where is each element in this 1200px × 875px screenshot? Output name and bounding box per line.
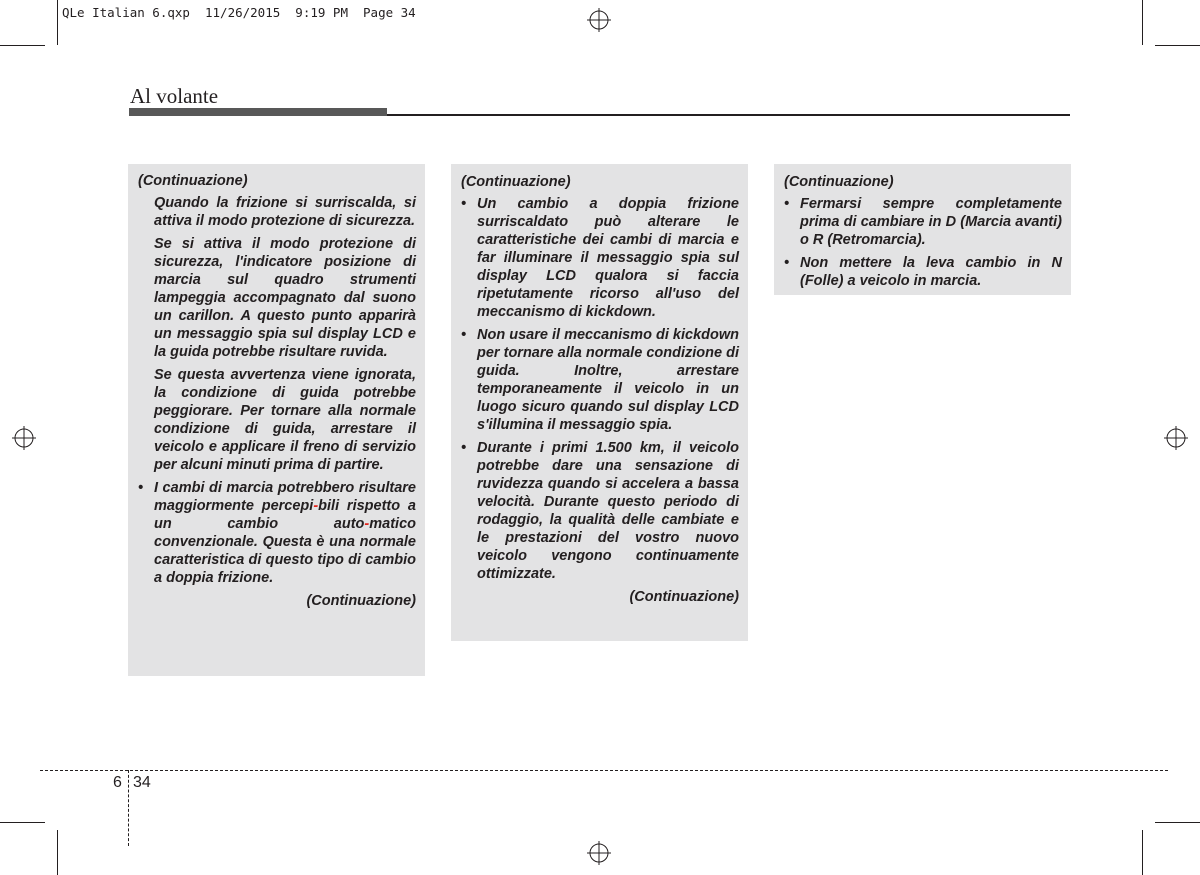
registration-mark-icon xyxy=(587,8,611,32)
section-title: Al volante xyxy=(130,84,219,108)
continuation-label: (Continuazione) xyxy=(306,593,416,609)
crop-mark xyxy=(1142,830,1143,875)
bullet-text: matico convenzionale. Questa è una normale caratteristica di questo tipo di cambio a doppia frizione. xyxy=(154,516,416,586)
caution-paragraph: Quando la frizione si surriscalda, si attiva il modo protezione di sicurezza. xyxy=(154,195,416,229)
caution-bullet: • Non usare il meccanismo di kickdown per tornare alla normale condizione di guida. Inoltre, arrestare temporaneamente il veicolo in un luogo sicuro quando sul display LCD s'illumina il messaggio spia. xyxy=(461,326,739,434)
registration-mark-icon xyxy=(587,841,611,865)
crop-mark xyxy=(57,0,58,45)
caution-bullet: • Fermarsi sempre completamente prima di cambiare in D (Marcia avanti) o R (Retromarcia). xyxy=(784,195,1062,249)
caution-box-2 xyxy=(451,164,748,641)
continuation-label: (Continuazione) xyxy=(138,173,248,189)
caution-box-1 xyxy=(128,164,425,676)
crop-mark xyxy=(1155,822,1200,823)
footer-divider xyxy=(128,770,129,846)
caution-box-3 xyxy=(774,164,1071,295)
bullet-text: bili rispetto a un cambio auto xyxy=(154,498,416,532)
registration-mark-icon xyxy=(12,426,36,450)
continuation-label: (Continuazione) xyxy=(784,174,894,190)
bullet-text: I cambi di marcia potrebbero risultare maggiormente percepi xyxy=(154,480,416,514)
crop-mark xyxy=(0,822,45,823)
header-rule-accent xyxy=(129,108,387,116)
crop-mark xyxy=(1155,45,1200,46)
crop-mark xyxy=(57,830,58,875)
footer-rule xyxy=(40,770,1168,771)
caution-bullet: • Non mettere la leva cambio in N (Folle) a veicolo in marcia. xyxy=(784,254,1062,290)
crop-mark xyxy=(0,45,45,46)
print-slug: QLe Italian 6.qxp 11/26/2015 9:19 PM Page 34 xyxy=(62,5,416,20)
caution-paragraph: Se si attiva il modo protezione di sicurezza, l'indicatore posizione di marcia sul quadro strumenti lampeggia accompagnato dal suono un carillon. A questo punto apparirà un messaggio spia sul display LCD e la guida potrebbe risultare ruvida. xyxy=(154,236,416,360)
crop-mark xyxy=(1142,0,1143,45)
continuation-label: (Continuazione) xyxy=(461,174,571,190)
registration-mark-icon xyxy=(1164,426,1188,450)
hyphen-mark: - xyxy=(364,516,370,532)
caution-paragraph: Se questa avvertenza viene ignorata, la condizione di guida potrebbe peggiorare. Per tornare alla normale condizione di guida, arrestare il veicolo e applicare il freno di servizio per alcuni minuti prima di partire. xyxy=(154,367,416,473)
page-number: 34 xyxy=(133,774,151,791)
caution-bullet xyxy=(138,479,416,587)
caution-bullet: • Durante i primi 1.500 km, il veicolo potrebbe dare una sensazione di ruvidezza quando si accelera a bassa velocità. Durante questo periodo di rodaggio, la qualità delle cambiate e le prestazioni del vostro nuovo veicolo vengono continuamente ottimizzate. xyxy=(461,439,739,583)
hyphen-mark: - xyxy=(313,498,319,514)
caution-bullet: • Un cambio a doppia frizione surriscaldato può alterare le caratteristiche dei cambi di marcia e far illuminare il messaggio spia sul display LCD qualora si faccia ripetutamente ricorso all'uso del meccanismo di kickdown. xyxy=(461,195,739,321)
continuation-label: (Continuazione) xyxy=(629,589,739,605)
chapter-number: 6 xyxy=(113,774,122,791)
